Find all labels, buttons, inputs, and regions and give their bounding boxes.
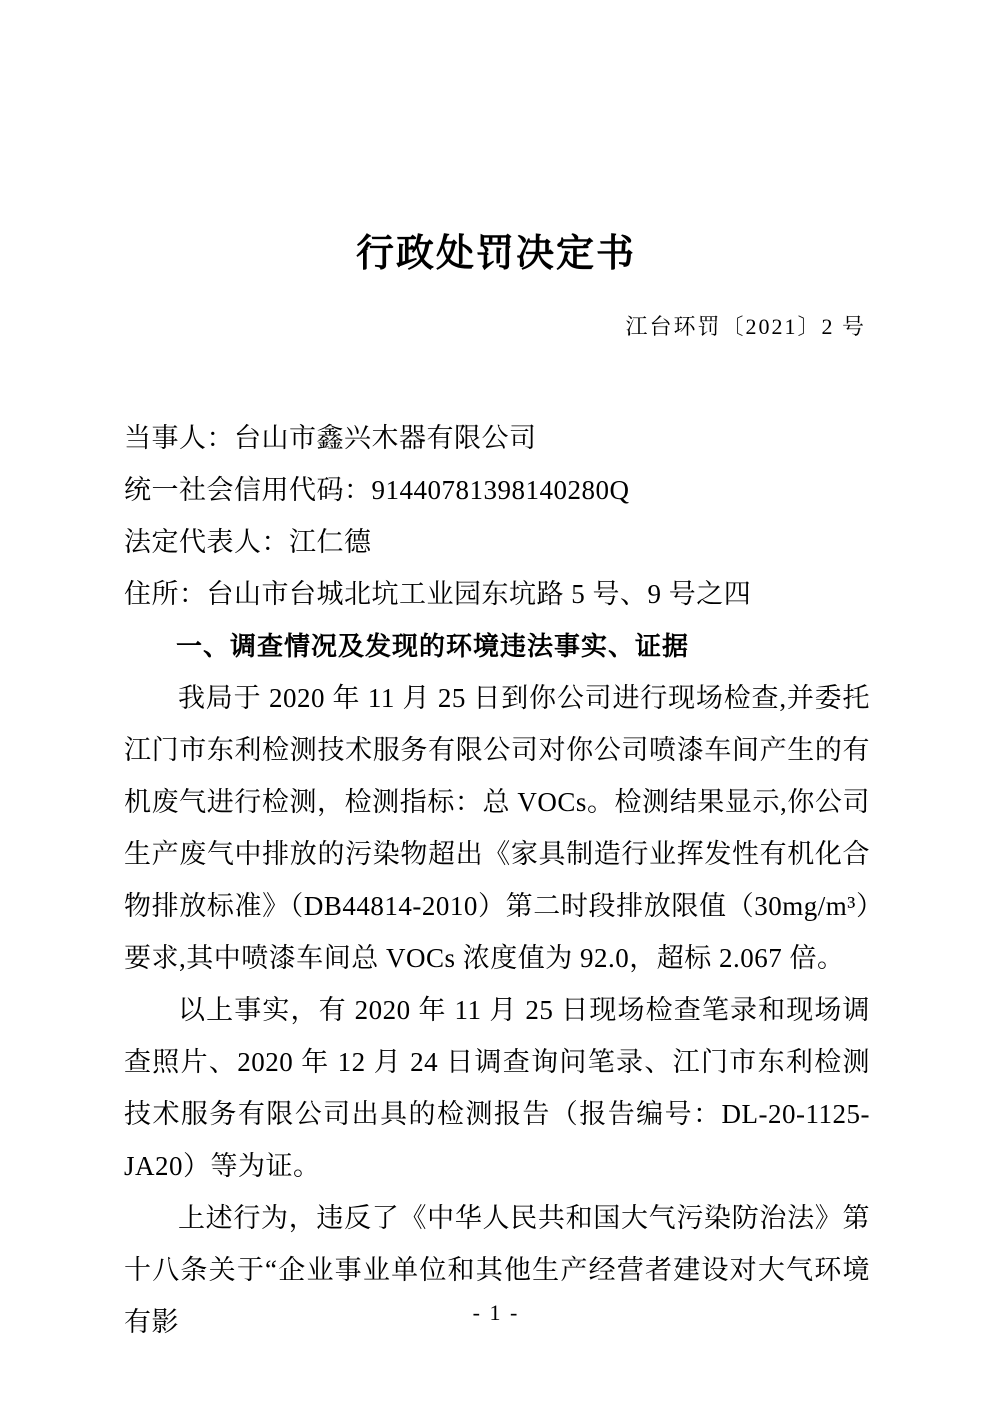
paragraph-inspection-findings: 我局于 2020 年 11 月 25 日到你公司进行现场检查,并委托江门市东利检测技术服务有限公司对你公司喷漆车间产生的有机废气进行检测，检测指标：总 VOCs。检测结果显示,你公司生产废气中排放的污染物超出《家具制造行业挥发性有机化合物排放标准》（DB44814-2010）第二时段排放限值（30mg/m³）要求,其中喷漆车间总 VOCs 浓度值为 92.0，超标 2.067 倍。 <box>124 683 870 973</box>
page-number: - 1 - <box>472 1300 520 1325</box>
credit-code-line: 统一社会信用代码：91440781398140280Q <box>124 475 630 505</box>
paragraph-law-violation: 上述行为，违反了《中华人民共和国大气污染防治法》第十八条关于“企业事业单位和其他生产经营者建设对大气环境有影 <box>124 1203 870 1337</box>
document-title: 行政处罚决定书 <box>355 233 636 275</box>
section-heading-investigation: 一、调查情况及发现的环境违法事实、证据 <box>176 631 690 661</box>
party-name-line: 当事人：台山市鑫兴木器有限公司 <box>124 423 537 453</box>
document-body <box>124 412 870 1348</box>
legal-representative-line: 法定代表人：江仁德 <box>124 527 372 557</box>
document-number: 江台环罚〔2021〕2 号 <box>625 314 866 339</box>
address-line: 住所：台山市台城北坑工业园东坑路 5 号、9 号之四 <box>124 579 752 609</box>
paragraph-evidence-list: 以上事实，有 2020 年 11 月 25 日现场检查笔录和现场调查照片、2020 年 12 月 24 日调查询问笔录、江门市东利检测技术服务有限公司出具的检测报告（报告编号：DL-20-1125-JA20）等为证。 <box>124 995 870 1181</box>
